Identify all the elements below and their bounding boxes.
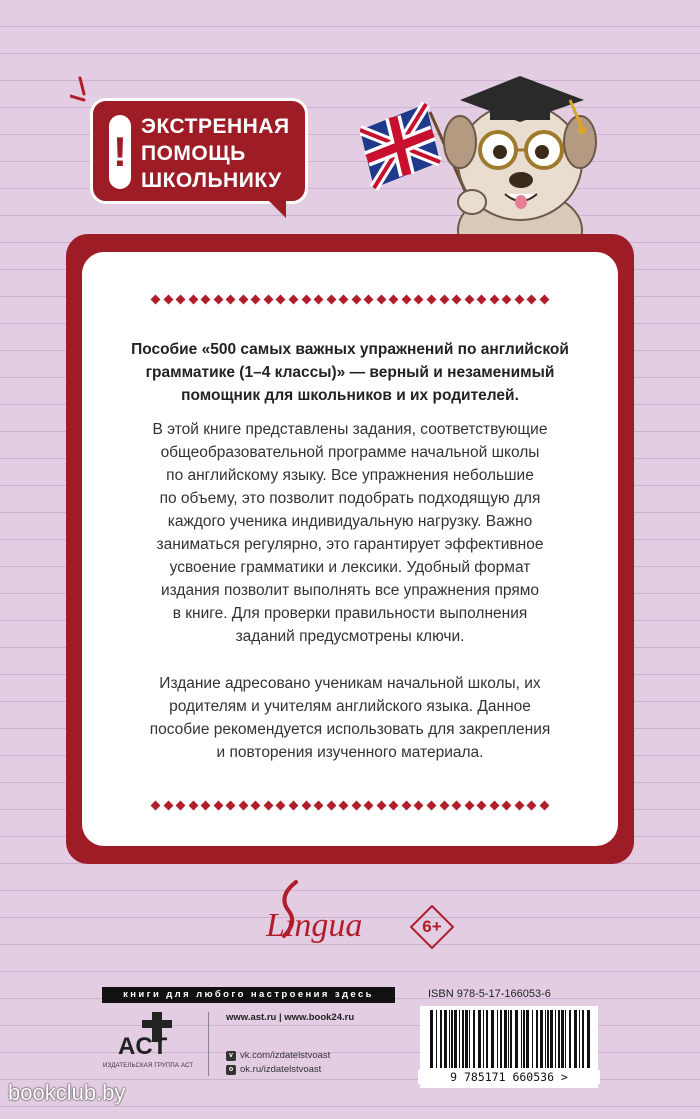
- barcode-bar: [521, 1010, 522, 1068]
- paragraph-line: в книге. Для проверки правильности выполнения: [172, 605, 528, 622]
- diamond-dot-icon: [427, 294, 437, 304]
- diamond-dot-icon: [351, 294, 361, 304]
- diamond-dot-icon: [314, 294, 324, 304]
- diamond-dot-icon: [289, 294, 299, 304]
- badge-line-3: ШКОЛЬНИКУ: [141, 169, 282, 192]
- paragraph-1: [110, 418, 590, 648]
- uk-flag-icon: [360, 104, 440, 188]
- description-frame: [66, 234, 634, 864]
- vk-icon: v: [226, 1051, 236, 1061]
- diamond-dot-icon: [376, 800, 386, 810]
- diamond-dot-icon: [289, 800, 299, 810]
- lingua-text: Lingua: [266, 907, 363, 944]
- barcode-bar: [469, 1010, 470, 1068]
- barcode-bar: [523, 1010, 525, 1068]
- publisher-group: ИЗДАТЕЛЬСКАЯ ГРУППА АСТ: [103, 1063, 194, 1069]
- emergency-help-badge: [90, 98, 308, 204]
- barcode-bar: [473, 1010, 475, 1068]
- diamond-dot-icon: [364, 800, 374, 810]
- diamond-dot-icon: [276, 800, 286, 810]
- diamond-dot-icon: [527, 294, 537, 304]
- intro-line: Пособие «500 самых важных упражнений по английской: [131, 341, 569, 358]
- diamond-dot-icon: [301, 800, 311, 810]
- barcode-bar: [555, 1010, 556, 1068]
- ok-link-text: ok.ru/izdatelstvoast: [240, 1064, 322, 1075]
- diamond-dot-icon: [238, 800, 248, 810]
- diamond-dot-icon: [251, 800, 261, 810]
- paragraph-line: усвоение грамматики и лексики. Удобный формат: [169, 559, 531, 576]
- diamond-dot-icon: [464, 294, 474, 304]
- paragraph-line: пособие рекомендуется использовать для закрепления: [149, 721, 551, 738]
- lingua-logo: [258, 876, 368, 946]
- barcode-bar: [459, 1010, 460, 1068]
- diamond-dot-icon: [540, 294, 550, 304]
- barcode-bar: [510, 1010, 512, 1068]
- paragraph-line: по объему, это позволит подобрать подходящую для: [159, 490, 541, 507]
- bulldog-mascot-icon: [360, 52, 620, 252]
- paragraph-line: общеобразовательной программе начальной школы: [160, 444, 540, 461]
- diamond-dot-icon: [188, 294, 198, 304]
- barcode-bar: [449, 1010, 450, 1068]
- barcode-bar: [462, 1010, 464, 1068]
- diamond-dot-icon: [263, 294, 273, 304]
- intro-text: [110, 338, 590, 407]
- diamond-dot-icon: [326, 800, 336, 810]
- barcode-bar: [582, 1010, 584, 1068]
- diamond-dot-icon: [514, 800, 524, 810]
- site-watermark: bookclub.by: [8, 1080, 126, 1105]
- ast-logo-icon: [118, 1010, 180, 1060]
- diamond-dot-icon: [540, 800, 550, 810]
- bottom-diamond-divider: [152, 800, 548, 810]
- vk-link-text: vk.com/izdatelstvoast: [240, 1050, 331, 1061]
- barcode-bar: [430, 1010, 433, 1068]
- diamond-dot-icon: [263, 800, 273, 810]
- diamond-dot-icon: [502, 294, 512, 304]
- diamond-dot-icon: [477, 800, 487, 810]
- barcode-bar: [478, 1010, 481, 1068]
- diamond-dot-icon: [176, 294, 186, 304]
- barcode-bar: [486, 1010, 488, 1068]
- diamond-dot-icon: [452, 294, 462, 304]
- barcode-bar: [550, 1010, 553, 1068]
- ast-logo-text: ACT: [118, 1033, 168, 1060]
- barcode-digits: 9 785171 660536 >: [418, 1070, 600, 1084]
- diamond-dot-icon: [401, 294, 411, 304]
- barcode-bar: [536, 1010, 538, 1068]
- diamond-dot-icon: [201, 800, 211, 810]
- barcode-bar: [569, 1010, 571, 1068]
- barcode-bar: [565, 1010, 566, 1068]
- diamond-dot-icon: [489, 294, 499, 304]
- isbn-label: ISBN 978-5-17-166053-6: [428, 988, 551, 1000]
- publisher-sites: www.ast.ru | www.book24.ru: [226, 1012, 355, 1023]
- intro-line: грамматике (1–4 классы)» — верный и незаменимый: [145, 364, 555, 381]
- diamond-dot-icon: [401, 800, 411, 810]
- barcode-bar: [500, 1010, 502, 1068]
- diamond-dot-icon: [477, 294, 487, 304]
- diamond-dot-icon: [339, 294, 349, 304]
- diamond-dot-icon: [226, 294, 236, 304]
- diamond-dot-icon: [452, 800, 462, 810]
- top-diamond-divider: [152, 294, 548, 304]
- diamond-dot-icon: [314, 800, 324, 810]
- diamond-dot-icon: [188, 800, 198, 810]
- diamond-dot-icon: [376, 294, 386, 304]
- paragraph-line: Издание адресовано ученикам начальной школы, их: [159, 675, 541, 692]
- barcode-bar: [491, 1010, 494, 1068]
- barcode-bar: [497, 1010, 498, 1068]
- diamond-dot-icon: [489, 800, 499, 810]
- paragraph-line: В этой книге представлены задания, соответствующие: [152, 421, 548, 438]
- exclamation-icon: !: [109, 115, 131, 189]
- barcode-bar: [558, 1010, 560, 1068]
- badge-line-2: ПОМОЩЬ: [141, 142, 246, 165]
- diamond-dot-icon: [439, 294, 449, 304]
- diamond-dot-icon: [276, 294, 286, 304]
- publisher-tagline: книги для любого настроения здесь: [102, 987, 395, 1003]
- barcode-bar: [483, 1010, 484, 1068]
- paragraph-line: и повторения изученного материала.: [216, 744, 484, 761]
- diamond-dot-icon: [514, 294, 524, 304]
- diamond-dot-icon: [339, 800, 349, 810]
- diamond-dot-icon: [226, 800, 236, 810]
- barcode-bar: [574, 1010, 577, 1068]
- age-rating-badge: [410, 905, 454, 949]
- diamond-dot-icon: [527, 800, 537, 810]
- diamond-dot-icon: [176, 800, 186, 810]
- barcode-bar: [540, 1010, 543, 1068]
- paragraph-line: по английскому языку. Все упражнения небольшие: [166, 467, 534, 484]
- diamond-dot-icon: [414, 800, 424, 810]
- paragraph-line: заниматься регулярно, это гарантирует эффективное: [156, 536, 544, 553]
- barcode-bar: [545, 1010, 546, 1068]
- paragraph-line: каждого ученика индивидуальную нагрузку. Важно: [167, 513, 533, 530]
- diamond-dot-icon: [427, 800, 437, 810]
- barcode-bar: [454, 1010, 457, 1068]
- diamond-dot-icon: [389, 800, 399, 810]
- age-rating-label: 6+: [422, 917, 442, 936]
- diamond-dot-icon: [502, 800, 512, 810]
- diamond-dot-icon: [439, 800, 449, 810]
- barcode-bar: [508, 1010, 509, 1068]
- paragraph-line: заданий предусмотрены ключи.: [235, 628, 465, 645]
- barcode-bar: [440, 1010, 442, 1068]
- barcode-bar: [579, 1010, 580, 1068]
- diamond-dot-icon: [326, 294, 336, 304]
- barcode-bar: [465, 1010, 468, 1068]
- diamond-dot-icon: [213, 800, 223, 810]
- diamond-dot-icon: [364, 294, 374, 304]
- diamond-dot-icon: [163, 294, 173, 304]
- divider: [208, 1012, 209, 1076]
- paragraph-2: [110, 672, 590, 764]
- description-card: [82, 252, 618, 846]
- barcode-bar: [532, 1010, 533, 1068]
- diamond-dot-icon: [464, 800, 474, 810]
- diamond-dot-icon: [351, 800, 361, 810]
- barcode-bar: [587, 1010, 590, 1068]
- diamond-dot-icon: [251, 294, 261, 304]
- vk-link: [226, 1050, 330, 1061]
- diamond-dot-icon: [301, 294, 311, 304]
- barcode-bar: [436, 1010, 437, 1068]
- ok-link: [226, 1064, 321, 1075]
- diamond-dot-icon: [201, 294, 211, 304]
- barcode-bar: [444, 1010, 447, 1068]
- barcode-bar: [504, 1010, 507, 1068]
- diamond-dot-icon: [151, 294, 161, 304]
- diamond-dot-icon: [238, 294, 248, 304]
- barcode-bar: [561, 1010, 564, 1068]
- diamond-dot-icon: [389, 294, 399, 304]
- lingua-swirl-icon: [258, 876, 368, 946]
- barcode-bar: [526, 1010, 529, 1068]
- diamond-dot-icon: [213, 294, 223, 304]
- barcode-bar: [515, 1010, 518, 1068]
- intro-line: помощник для школьников и их родителей.: [181, 387, 519, 404]
- paragraph-line: родителям и учителям английского языка. Данное: [169, 698, 531, 715]
- ok-icon: o: [226, 1065, 236, 1075]
- barcode-bar: [451, 1010, 453, 1068]
- diamond-dot-icon: [414, 294, 424, 304]
- barcode-bar: [547, 1010, 549, 1068]
- badge-text: [141, 113, 290, 194]
- diamond-dot-icon: [163, 800, 173, 810]
- badge-line-1: ЭКСТРЕННАЯ: [141, 115, 290, 138]
- diamond-dot-icon: [151, 800, 161, 810]
- badge-tail: [264, 196, 286, 218]
- paragraph-line: издания позволит выполнять все упражнения прямо: [160, 582, 540, 599]
